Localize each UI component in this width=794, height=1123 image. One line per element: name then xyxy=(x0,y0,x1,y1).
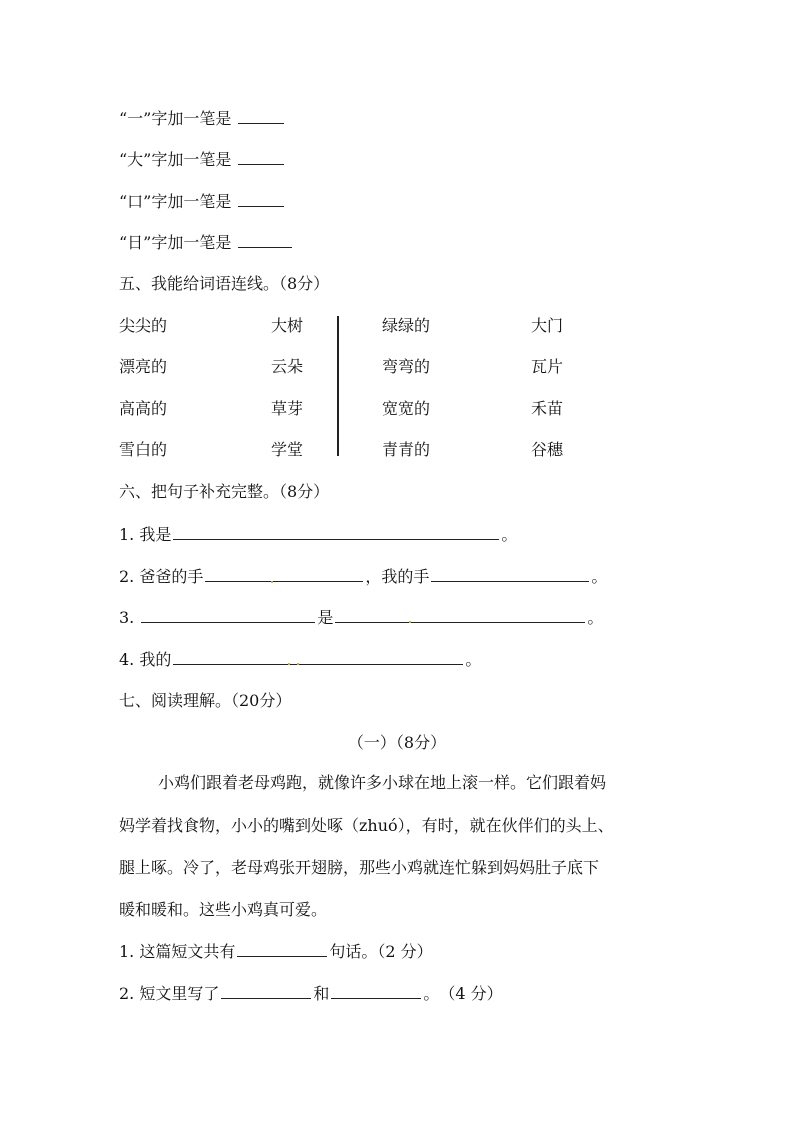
answer-blank[interactable] xyxy=(173,523,499,540)
answer-blank[interactable] xyxy=(331,982,421,999)
sentence-3-end: 。 xyxy=(587,608,604,627)
item-da-text: “大”字加一笔是 xyxy=(119,150,237,169)
item-ri xyxy=(119,231,294,254)
word-right-col1-2: 宽宽的 xyxy=(382,399,431,418)
sentence-4 xyxy=(119,648,481,671)
section7-heading: 七、阅读理解。（20分） xyxy=(119,691,292,710)
print-speck xyxy=(297,663,299,665)
word-left-col2-1: 云朵 xyxy=(271,357,304,376)
answer-blank[interactable] xyxy=(221,982,311,999)
sentence-1-start: 1. 我是 xyxy=(119,525,172,544)
section5-heading: 五、我能给词语连线。（8分） xyxy=(119,274,330,293)
question-2-mid: 和 xyxy=(313,984,330,1003)
print-speck xyxy=(288,663,290,665)
passage-line-4: 暖和暖和。这些小鸡真可爱。 xyxy=(119,900,328,919)
print-speck xyxy=(409,621,411,623)
item-kou-text: “口”字加一笔是 xyxy=(119,192,237,211)
question-2-start: 2. 短文里写了 xyxy=(119,984,220,1003)
answer-blank[interactable] xyxy=(238,107,284,124)
word-right-col2-2: 禾苗 xyxy=(531,399,564,418)
word-left-col1-3: 雪白的 xyxy=(119,440,168,459)
answer-blank[interactable] xyxy=(141,606,315,623)
sentence-4-start: 4. 我的 xyxy=(119,650,172,669)
answer-blank[interactable] xyxy=(173,648,463,665)
word-right-col1-1: 弯弯的 xyxy=(382,357,431,376)
sentence-2 xyxy=(119,565,607,588)
answer-blank[interactable] xyxy=(431,565,589,582)
answer-blank[interactable] xyxy=(238,148,284,165)
question-1 xyxy=(119,940,433,963)
answer-blank[interactable] xyxy=(335,606,585,623)
print-speck xyxy=(271,581,273,583)
sentence-2-mid: ，我的手 xyxy=(365,567,430,586)
answer-blank[interactable] xyxy=(237,940,327,957)
sentence-3 xyxy=(119,606,603,629)
reading-part-title: （一）（8分） xyxy=(347,733,447,752)
passage-line-1: 小鸡们跟着老母鸡跑，就像许多小球在地上滚一样。它们跟着妈 xyxy=(158,773,607,792)
question-1-end: 句话。（2 分） xyxy=(329,942,433,961)
word-right-col2-0: 大门 xyxy=(531,316,564,335)
word-right-col2-3: 谷穗 xyxy=(531,440,564,459)
question-2-end: 。 （4 分） xyxy=(423,984,503,1003)
answer-blank[interactable] xyxy=(238,190,284,207)
item-ri-text: “日”字加一笔是 xyxy=(119,233,237,252)
question-2 xyxy=(119,982,503,1005)
word-right-col2-1: 瓦片 xyxy=(531,357,564,376)
answer-blank[interactable] xyxy=(205,565,363,582)
sentence-3-mid: 是 xyxy=(317,608,334,627)
item-yi-text: “一”字加一笔是 xyxy=(119,109,237,128)
word-left-col2-0: 大树 xyxy=(271,316,304,335)
sentence-3-start: 3. xyxy=(119,608,140,627)
word-left-col2-3: 学堂 xyxy=(271,440,304,459)
answer-blank[interactable] xyxy=(238,231,292,248)
word-left-col1-1: 漂亮的 xyxy=(119,357,168,376)
passage-line-2: 妈学着找食物，小小的嘴到处啄（zhuó），有时，就在伙伴们的头上、 xyxy=(119,816,614,835)
word-right-col1-0: 绿绿的 xyxy=(382,316,431,335)
section6-heading: 六、把句子补充完整。（8分） xyxy=(119,482,330,501)
word-left-col1-2: 高高的 xyxy=(119,399,168,418)
word-left-col2-2: 草芽 xyxy=(271,399,304,418)
word-right-col1-3: 青青的 xyxy=(382,440,431,459)
item-yi xyxy=(119,107,286,130)
sentence-2-start: 2. 爸爸的手 xyxy=(119,567,204,586)
sentence-1 xyxy=(119,523,517,546)
item-da xyxy=(119,148,286,171)
sentence-4-end: 。 xyxy=(465,650,482,669)
passage-line-3: 腿上啄。冷了，老母鸡张开翅膀，那些小鸡就连忙躲到妈妈肚子底下 xyxy=(119,858,600,877)
sentence-1-end: 。 xyxy=(501,525,518,544)
item-kou xyxy=(119,190,286,213)
sentence-2-end: 。 xyxy=(591,567,608,586)
word-left-col1-0: 尖尖的 xyxy=(119,316,168,335)
column-divider xyxy=(337,316,339,456)
question-1-start: 1. 这篇短文共有 xyxy=(119,942,236,961)
